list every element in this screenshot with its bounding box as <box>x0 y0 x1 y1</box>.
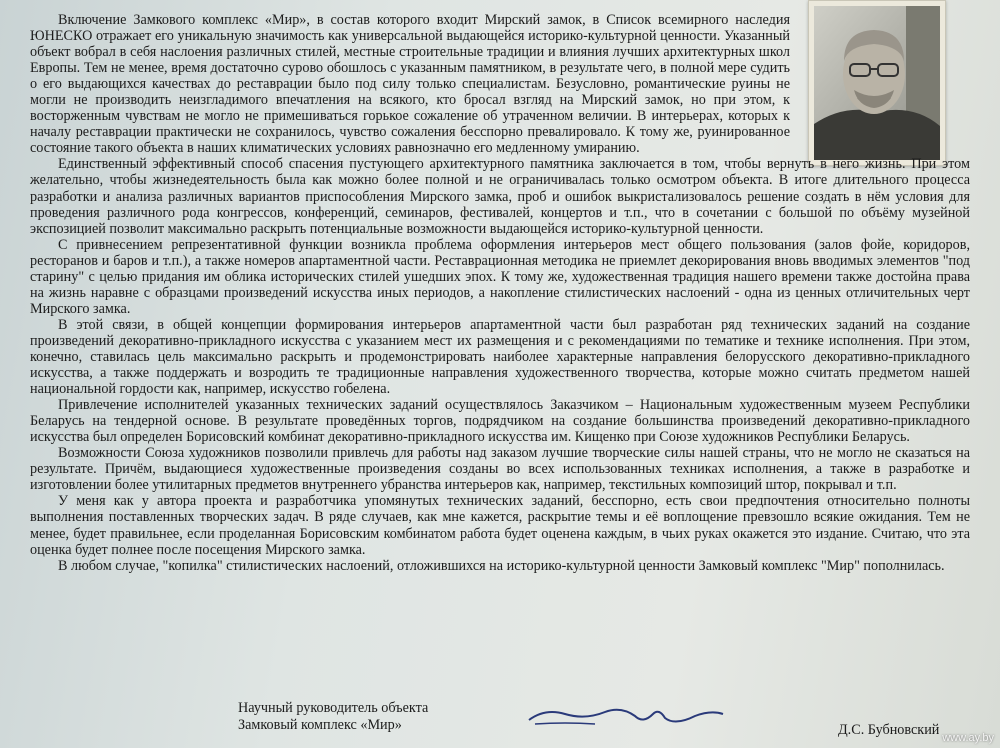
watermark: www.ay.by <box>942 732 994 744</box>
paragraph: У меня как у автора проекта и разработчика упомянутых технических заданий, бесспорно, есть свои предпочтения относительно полноты выполнения поставленных творческих задач. В ряде случаев, как мне кажется, раскрытие темы и её воплощение превзошло всякие ожидания. Тем не менее, будет правильнее, если проделанная Борисовским комбинатом работа будет оценена каждым, в чьих руках окажется это издание. Считаю, что эта оценка будет полнее после посещения Мирского замка. <box>30 493 970 558</box>
paragraph: В этой связи, в общей концепции формирования интерьеров апартаментной части был разработан ряд технических заданий на создание произведений декоративно-прикладного искусства с указанием мест их размещения и с рекомендациями по тематике и технике исполнения. При этом, конечно, ставилась цель максимально раскрыть и продемонстрировать наиболее характерные направления белорусского декоративно-прикладного искусства, а также поддержать и возродить те традиционные направления художественного творчества, которые можно считать предметом нашей национальной гордости как, например, искусство гобелена. <box>30 316 970 398</box>
author-role <box>238 700 428 734</box>
author-name: Д.С. Бубновский <box>838 722 940 738</box>
handwritten-signature <box>525 702 725 734</box>
paragraph: Единственный эффективный способ спасения пустующего архитектурного памятника заключается в том, чтобы вернуть в него жизнь. При этом желательно, чтобы жизнедеятельность была как можно более полной и не ограничивалась только осмотром объекта. В итоге длительного процесса разработки и анализа различных вариантов приспособления Мирского замка, проб и ошибок выкристализовалось решение создать в нём условия для проведения различного рода конгрессов, конференций, семинаров, фестивалей, концертов и т.п., что в сочетании с большой по объёму музейной экспозицией позволит максимально раскрыть потенциальные возможности выдающейся историко-культурной ценности. <box>30 156 970 237</box>
author-role-line: Научный руководитель объекта <box>238 700 429 716</box>
paragraph: В любом случае, "копилка" стилистических наслоений, отложившихся на историко-культурной ценности Замковый комплекс "Мир" пополнилась. <box>58 557 945 574</box>
article-body <box>30 12 970 574</box>
paragraph: С привнесением репрезентативной функции возникла проблема оформления интерьеров мест общего пользования (залов фойе, коридоров, ресторанов и баров и т.п.), а также номеров апартаментной части. Реставрационная методика не приемлет декорирования вновь вводимых элементов "под старину" с целью придания им облика исторических стилей ушедших эпох. К тому же, художественная традиция нашего времени также достойна права на жизнь наравне с образцами произведений искусства иных периодов, а накопление стилистических наслоений - одна из ценных отличительных черт Мирского замка. <box>30 236 970 317</box>
paragraph: Включение Замкового комплекс «Мир», в состав которого входит Мирский замок, в Список всемирного наследия ЮНЕСКО отражает его уникальную значимость как универсальной выдающейся историко-культурной ценности. Указанный объект вобрал в себя наслоения различных стилей, местные строительные традиции и влияния лучших архитектурных школ Европы. Тем не менее, время достаточно сурово обошлось с указанным памятником, в результате чего, в полной мере судить о его выдающихся качествах до реставрации было под силу только специалистам. Безусловно, романтические руины не могли не производить неизгладимого впечатления на всякого, кто бросал взгляд на Мирский замок, но при этом, к восторженным чувствам не могло не примешиваться горькое сожаление об утраченном величии. В интерьерах, которых к началу реставрации практически не сохранилось, чувство сожаления бесспорно превалировало. К тому же, руинированное состояние такого объекта в наших климатических условиях равнозначно его медленному умиранию. <box>30 12 790 157</box>
paragraph: Возможности Союза художников позволили привлечь для работы над заказом лучшие творческие силы нашей страны, что не могло не сказаться на результате. Причём, выдающиеся художественные произведения созданы во всех использованных техниках исполнения, а также в разработке и изготовлении более утилитарных предметов внутреннего убранства интерьеров как, например, текстильных композиций штор, покрывал и т.п. <box>30 445 970 494</box>
paragraph: Привлечение исполнителей указанных технических заданий осуществлялось Заказчиком – Национальным художественным музеем Республики Беларусь на тендерной основе. В результате проведённых торгов, подрядчиком на создание большинства произведений декоративно-прикладного искусства был определен Борисовский комбинат декоративно-прикладного искусства им. Кищенко при Союзе художников Республики Беларусь. <box>30 397 970 446</box>
author-role-line: Замковый комплекс «Мир» <box>238 717 402 733</box>
